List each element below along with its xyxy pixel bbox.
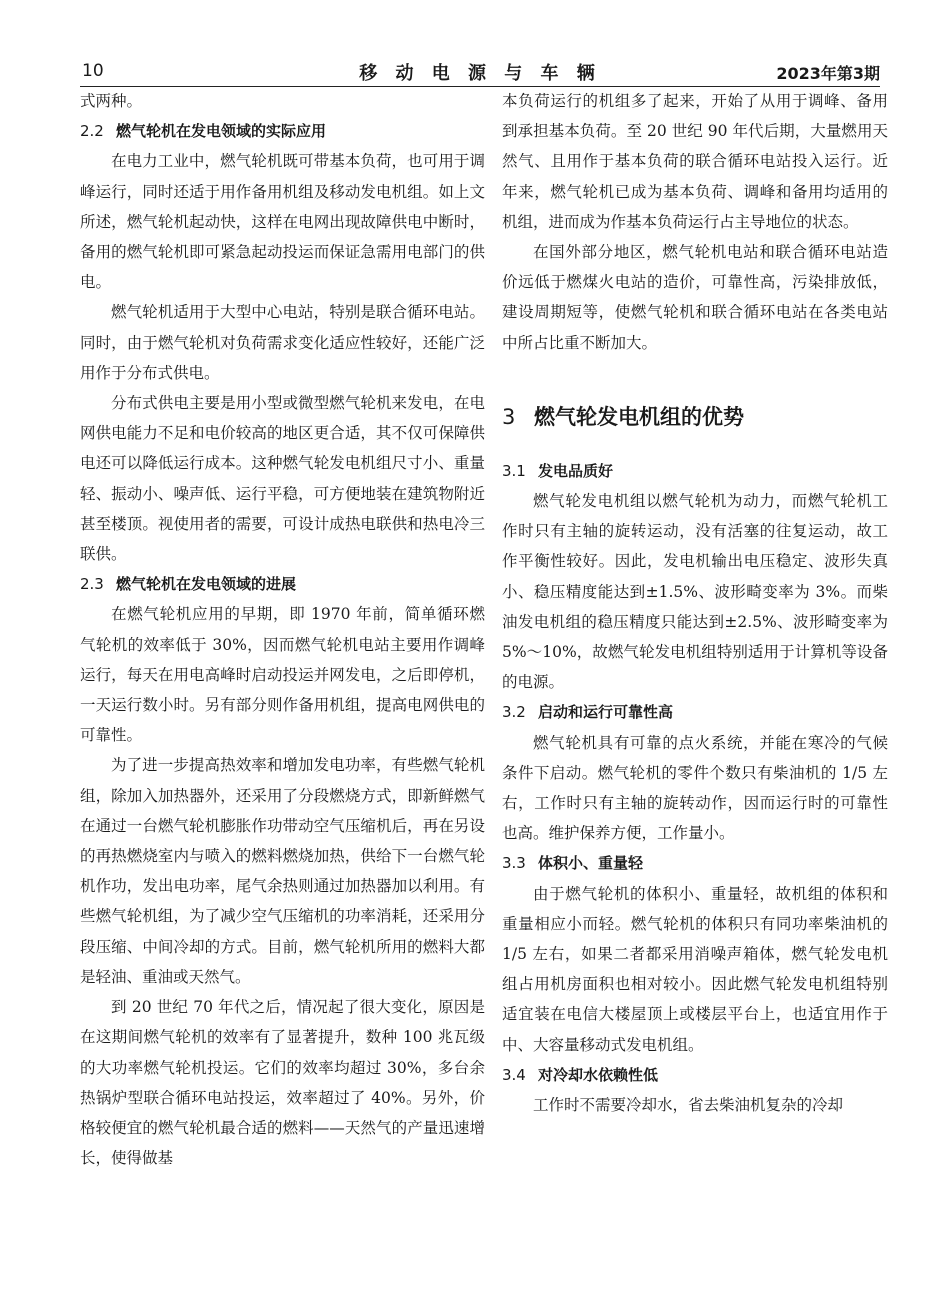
section-title: 启动和运行可靠性高 <box>538 703 674 722</box>
paragraph: 在电力工业中，燃气轮机既可带基本负荷，也可用于调峰运行，同时还适于用作备用机组及移动发电机组。如上文所述，燃气轮机起动快，这样在电网出现故障供电中断时，备用的燃气轮机即可紧急起动投运而保证急需用电部门的供电。 <box>80 152 485 292</box>
section-number: 3.1 <box>502 461 526 480</box>
section-heading-3-4 <box>502 1060 888 1090</box>
paragraph: 燃气轮发电机组以燃气轮机为动力，而燃气轮机工作时只有主轴的旋转运动，没有活塞的往复运动，故工作平衡性较好。因此，发电机输出电压稳定、波形失真小、稳压精度能达到±1.5%、波形畸变率为 3%。而柴油发电机组的稳压精度只能达到±2.5%、波形畸变率为 5%～10%，故燃气轮发电机组特别适用于计算机等设备的电源。 <box>502 492 888 692</box>
carry-over-text: 式两种。 <box>80 92 143 110</box>
section-number: 2.2 <box>80 122 104 141</box>
section-heading-3-3 <box>502 848 888 878</box>
section-number: 2.3 <box>80 575 104 594</box>
paragraph: 到 20 世纪 70 年代之后，情况起了很大变化，原因是在这期间燃气轮机的效率有了显著提升，数种 100 兆瓦级的大功率燃气轮机投运。它们的效率均超过 30%，多台余热锅炉型联合循环电站投运，效率超过了 40%。另外，价格较便宜的燃气轮机最合适的燃料——天然气的产量迅速增长，使得做基 <box>80 998 485 1168</box>
running-header <box>80 58 880 87</box>
section-number: 3 <box>502 404 516 429</box>
section-title: 对冷却水依赖性低 <box>538 1065 659 1084</box>
section-heading-2-3 <box>80 569 485 599</box>
section-title: 燃气轮发电机组的优势 <box>534 404 744 429</box>
carry-over-text: 本负荷运行的机组多了起来，开始了从用于调峰、备用到承担基本负荷。至 20 世纪 90 年代后期，大量燃用天然气、且用作于基本负荷的联合循环电站投入运行。近年来，燃气轮机已成为基本负荷、调峰和备用均适用的机组，进而成为作基本负荷运行占主导地位的状态。 <box>502 92 888 231</box>
section-number: 3.2 <box>502 703 526 722</box>
section-heading-3-1 <box>502 456 888 486</box>
journal-title: 移 动 电 源 与 车 辆 <box>359 63 601 84</box>
section-title: 体积小、重量轻 <box>538 854 644 873</box>
issue-label: 2023年第3期 <box>776 64 880 83</box>
paragraph: 工作时不需要冷却水，省去柴油机复杂的冷却 <box>533 1096 844 1115</box>
section-title: 燃气轮机在发电领域的进展 <box>116 575 297 594</box>
section-heading-3 <box>502 402 888 432</box>
paragraph: 燃气轮机适用于大型中心电站，特别是联合循环电站。同时，由于燃气轮机对负荷需求变化适应性较好，还能广泛用作于分布式供电。 <box>80 303 485 382</box>
paragraph: 由于燃气轮机的体积小、重量轻，故机组的体积和重量相应小而轻。燃气轮机的体积只有同功率柴油机的 1/5 左右，如果二者都采用消噪声箱体，燃气轮发电机组占用机房面积也相对较小。因此燃气轮发电机组特别适宜装在电信大楼屋顶上或楼层平台上，也适宜用作于中、大容量移动式发电机组。 <box>502 884 888 1054</box>
section-title: 燃气轮机在发电领域的实际应用 <box>116 122 327 141</box>
section-heading-2-2 <box>80 116 485 146</box>
paragraph: 在国外部分地区，燃气轮机电站和联合循环电站造价远低于燃煤火电站的造价，可靠性高，污染排放低，建设周期短等，使燃气轮机和联合循环电站在各类电站中所占比重不断加大。 <box>502 243 888 352</box>
section-heading-3-2 <box>502 697 888 727</box>
paragraph: 分布式供电主要是用小型或微型燃气轮机来发电，在电网供电能力不足和电价较高的地区更合适，其不仅可保障供电还可以降低运行成本。这种燃气轮发电机组尺寸小、重量轻、振动小、噪声低、运行平稳，可方便地装在建筑物附近甚至楼顶。视使用者的需要，可设计成热电联供和热电冷三联供。 <box>80 394 485 564</box>
page-number: 10 <box>82 61 104 81</box>
paragraph: 燃气轮机具有可靠的点火系统，并能在寒冷的气候条件下启动。燃气轮机的零件个数只有柴油机的 1/5 左右，工作时只有主轴的旋转动作，因而运行时的可靠性也高。维护保养方便，工作量小。 <box>502 733 888 843</box>
section-title: 发电品质好 <box>538 461 614 480</box>
paragraph: 在燃气轮机应用的早期，即 1970 年前，简单循环燃气轮机的效率低于 30%，因而燃气轮机电站主要用作调峰运行，每天在用电高峰时启动投运并网发电，之后即停机，一天运行数小时。另有部分则作备用机组，提高电网供电的可靠性。 <box>80 605 485 745</box>
section-number: 3.3 <box>502 854 526 873</box>
left-column <box>80 86 485 1173</box>
paragraph: 为了进一步提高热效率和增加发电功率，有些燃气轮机组，除加入加热器外，还采用了分段燃烧方式，即新鲜燃气在通过一台燃气轮机膨胀作功带动空气压缩机后，再在另设的再热燃烧室内与喷入的燃料燃烧加热，供给下一台燃气轮机作功，发出电功率，尾气余热则通过加热器加以利用。有些燃气轮机组，为了减少空气压缩机的功率消耗，还采用分段压缩、中间冷却的方式。目前，燃气轮机所用的燃料大都是轻油、重油或天然气。 <box>80 756 485 986</box>
section-number: 3.4 <box>502 1065 526 1084</box>
right-column <box>502 86 888 1120</box>
